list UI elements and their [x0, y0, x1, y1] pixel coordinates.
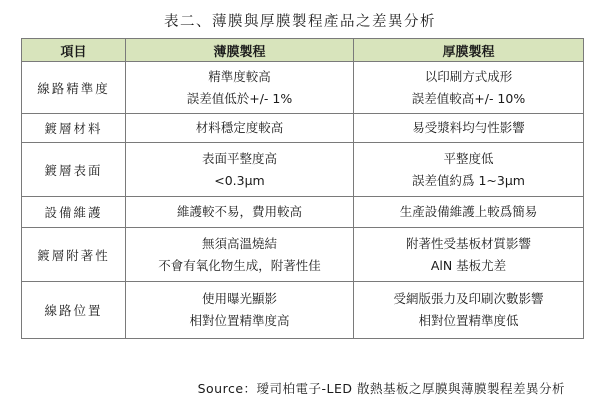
table-title: 表二、薄膜與厚膜製程產品之差異分析 [164, 14, 436, 30]
thin-film-cell [126, 62, 354, 114]
cell-line: 附著性受基板材質影響 [405, 235, 531, 251]
comparison-table [21, 38, 584, 339]
header-thin-film: 薄膜製程 [126, 39, 354, 62]
thin-film-cell [126, 114, 354, 143]
cell-line: 無須高溫燒結 [201, 235, 277, 251]
cell-line: 生產設備維護上較爲簡易 [399, 204, 538, 219]
table-row [22, 114, 584, 143]
row-label: 鍍層表面 [22, 143, 126, 197]
header-row [22, 39, 584, 62]
table-row [22, 197, 584, 228]
cell-line: AlN 基板尤差 [430, 257, 507, 273]
thick-film-cell [354, 228, 584, 282]
table-row [22, 282, 584, 339]
thin-film-cell [126, 228, 354, 282]
cell-line: 誤差值約爲 1~3μm [412, 172, 525, 188]
thick-film-cell [354, 143, 584, 197]
cell-line: 受網版張力及印刷次數影響 [393, 291, 544, 306]
row-label: 設備維護 [22, 197, 126, 228]
row-label: 線路精準度 [22, 62, 126, 114]
thick-film-cell [354, 282, 584, 339]
cell-line: 以印刷方式成形 [424, 68, 513, 84]
source-caption: Source：璦司柏電子-LED 散熱基板之厚膜與薄膜製程差異分析 [197, 381, 565, 396]
thin-film-cell [126, 197, 354, 228]
thick-film-cell [354, 62, 584, 114]
row-label: 鍍層附著性 [22, 228, 126, 282]
cell-line: 誤差值較高+/- 10% [411, 90, 526, 106]
cell-line: 誤差值低於+/- 1% [186, 90, 293, 106]
cell-line: 材料穩定度較高 [195, 120, 284, 135]
cell-line: 相對位置精準度高 [189, 313, 290, 328]
header-thick-film: 厚膜製程 [354, 39, 584, 62]
cell-line: 不會有氧化物生成，附著性佳 [158, 257, 321, 273]
cell-line: 精準度較高 [208, 68, 271, 84]
row-label: 線路位置 [22, 282, 126, 339]
thin-film-cell [126, 282, 354, 339]
cell-line: 相對位置精準度低 [418, 313, 519, 328]
thick-film-cell [354, 114, 584, 143]
cell-line: 易受漿料均勻性影響 [412, 120, 525, 135]
table-row [22, 143, 584, 197]
thick-film-cell [354, 197, 584, 228]
cell-line: 使用曝光顯影 [201, 291, 277, 306]
cell-line: 表面平整度高 [201, 150, 277, 166]
cell-line: 維護較不易，費用較高 [176, 204, 302, 219]
header-item: 項目 [22, 39, 126, 62]
cell-line: 平整度低 [443, 150, 494, 166]
table-row [22, 62, 584, 114]
thin-film-cell [126, 143, 354, 197]
row-label: 鍍層材料 [22, 114, 126, 143]
table-row [22, 228, 584, 282]
cell-line: <0.3μm [214, 172, 265, 188]
